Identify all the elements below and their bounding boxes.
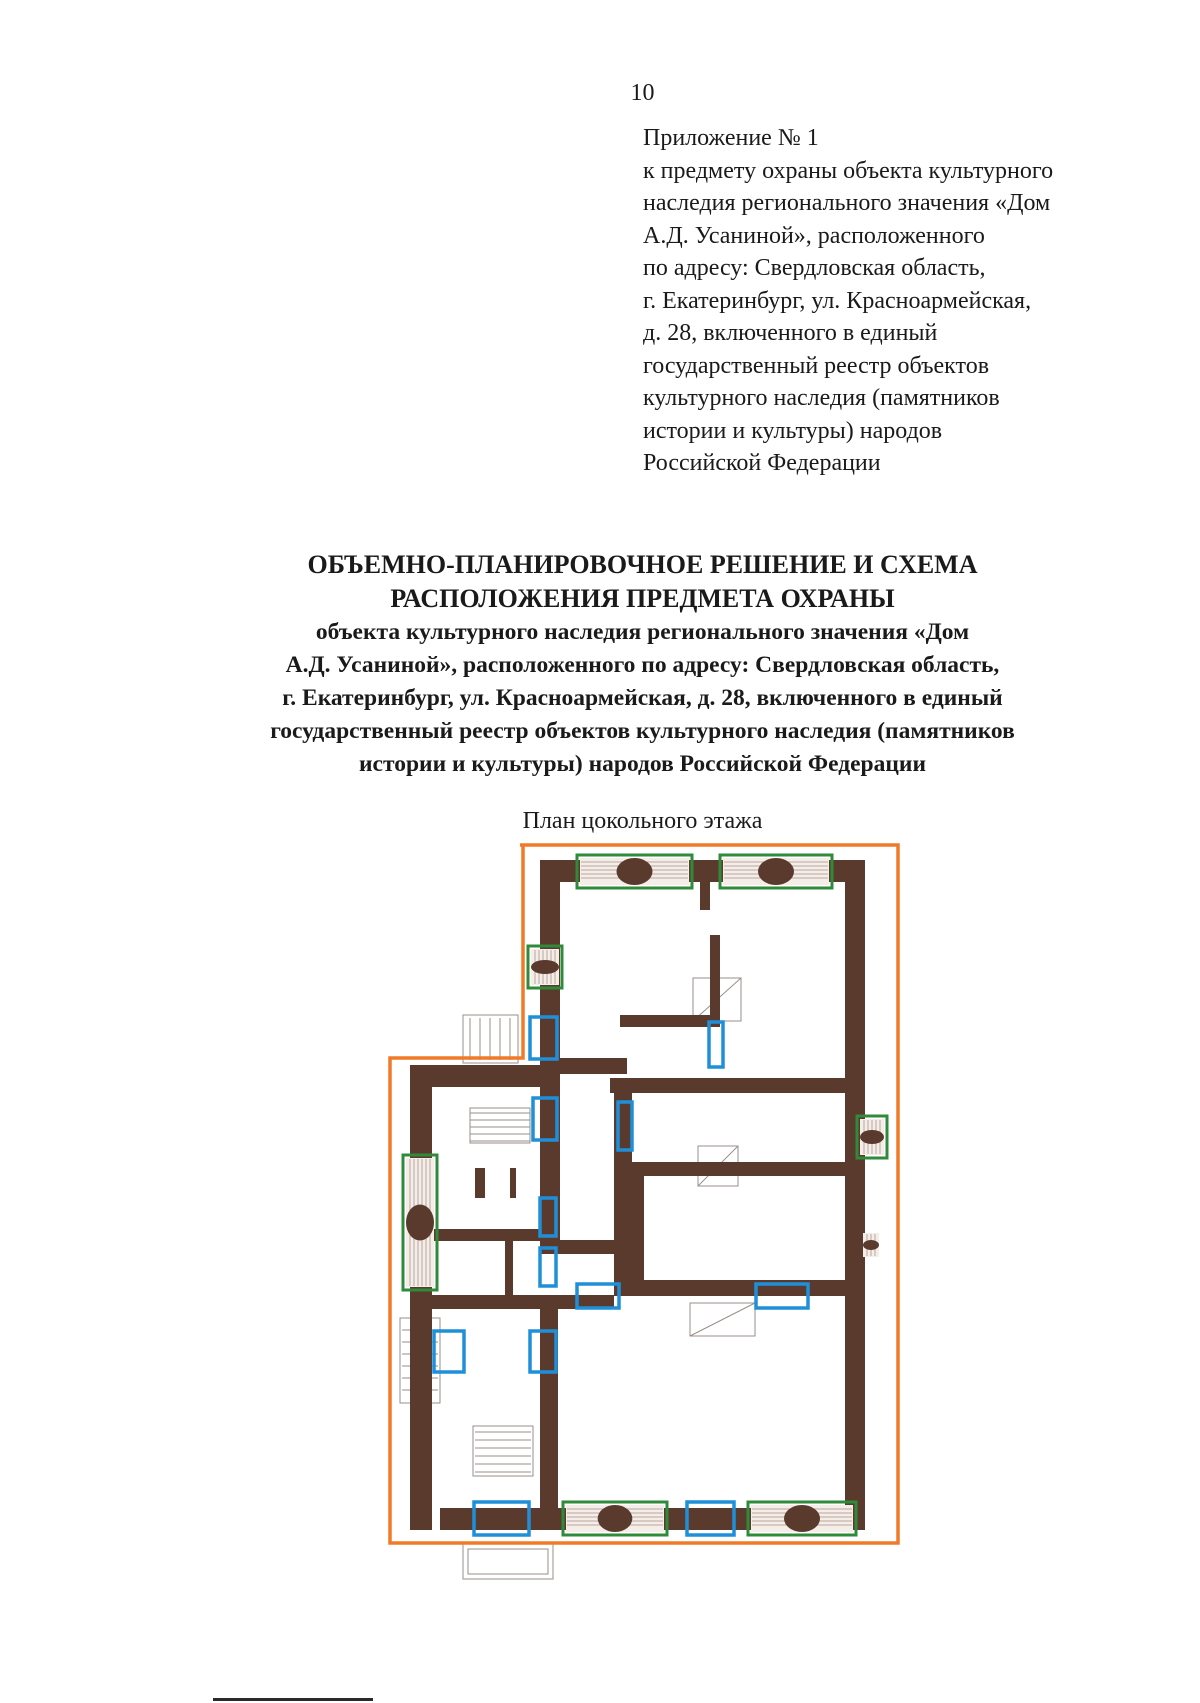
appendix-line: д. 28, включенного в единый <box>643 320 938 346</box>
wall-segment <box>410 1065 432 1530</box>
window-pier <box>860 1130 884 1144</box>
wall-segment <box>620 1015 720 1027</box>
wall-segment <box>505 1240 513 1296</box>
wall-segment <box>630 1176 644 1286</box>
appendix-line: государственный реестр объектов <box>643 352 990 379</box>
wall-segment <box>625 1162 865 1176</box>
protected-opening-frame <box>709 1022 723 1067</box>
plan-caption: План цокольного этажа <box>522 808 763 834</box>
wall-segment <box>475 1168 485 1198</box>
porch-outline <box>468 1549 548 1574</box>
wall-segment <box>845 860 865 1525</box>
wall-segment <box>710 935 720 1025</box>
page-number: 10 <box>630 80 655 106</box>
wall-segment <box>700 860 710 910</box>
wall-segment <box>614 1173 632 1290</box>
appendix-line: Российской Федерации <box>643 450 881 476</box>
title-sub-line: А.Д. Усаниной», расположенного по адресу: Свердловская область, <box>285 652 1000 678</box>
title-sub-line: объекта культурного наследия регионального значения «Дом <box>315 619 970 645</box>
title-main-line: РАСПОЛОЖЕНИЯ ПРЕДМЕТА ОХРАНЫ <box>390 584 895 613</box>
appendix-line: г. Екатеринбург, ул. Красноармейская, <box>643 287 1032 314</box>
wall-segment <box>510 1168 516 1198</box>
appendix-line: культурного наследия (памятников <box>643 385 1000 411</box>
wall-segment <box>610 1078 865 1093</box>
appendix-line: по адресу: Свердловская область, <box>643 255 986 281</box>
window-pier <box>617 858 653 885</box>
wall-segment <box>614 1280 865 1296</box>
title-sub-line: истории и культуры) народов Российской Федерации <box>359 751 926 777</box>
wall-segment <box>430 1229 540 1241</box>
window-pier <box>784 1505 820 1532</box>
title-sub-line: г. Екатеринбург, ул. Красноармейская, д. 28, включенного в единый <box>282 685 1003 711</box>
appendix-line: Приложение № 1 <box>643 125 819 151</box>
window-pier <box>758 858 794 885</box>
scan-edge-mark <box>213 1698 373 1701</box>
title-sub-line: государственный реестр объектов культурного наследия (памятников <box>270 718 1015 744</box>
appendix-line: истории и культуры) народов <box>643 417 943 444</box>
wall-segment <box>540 1296 558 1508</box>
appendix-line: А.Д. Усаниной», расположенного <box>643 222 985 249</box>
shaft-diagonal <box>690 1303 755 1336</box>
window-pier <box>406 1205 434 1241</box>
appendix-line: наследия регионального значения «Дом <box>643 190 1051 216</box>
appendix-line: к предмету охраны объекта культурного <box>643 157 1054 184</box>
title-main-line: ОБЪЕМНО-ПЛАНИРОВОЧНОЕ РЕШЕНИЕ И СХЕМА <box>307 550 978 579</box>
window-pier <box>598 1505 633 1532</box>
window-pier <box>863 1240 879 1250</box>
protected-opening-frame <box>434 1331 464 1372</box>
window-pier <box>531 960 559 974</box>
stair-outline <box>473 1426 533 1476</box>
